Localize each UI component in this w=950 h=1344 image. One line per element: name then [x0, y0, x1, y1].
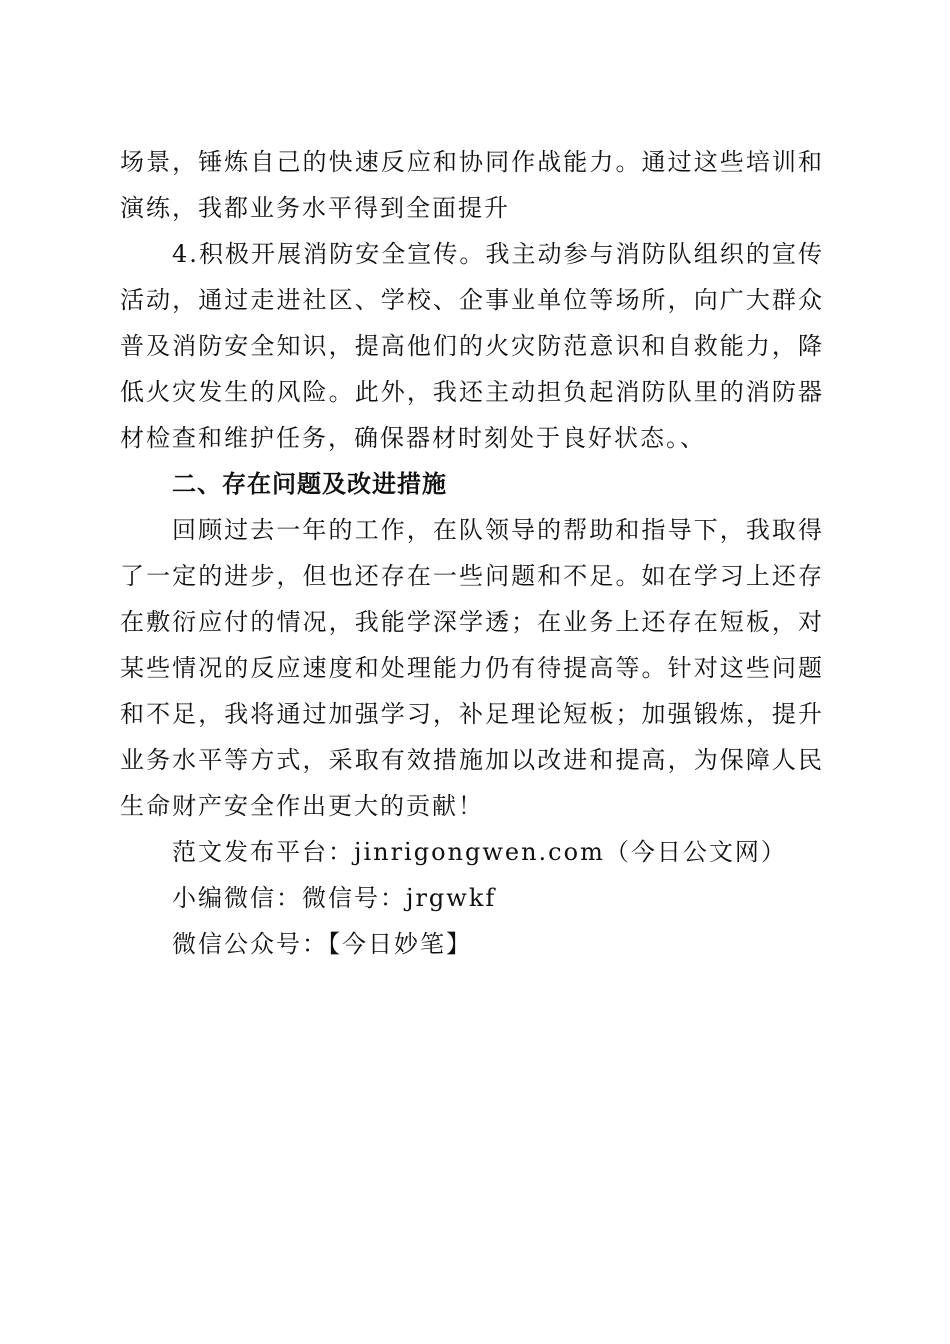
paragraph-continuation: 场景，锤炼自己的快速反应和协同作战能力。通过这些培训和演练，我都业务水平得到全面提升	[120, 148, 824, 222]
section-heading: 二、存在问题及改进措施	[172, 470, 447, 498]
paragraph-review: 回顾过去一年的工作，在队领导的帮助和指导下，我取得了一定的进步，但也还存在一些问题和不足。如在学习上还存在敷衍应付的情况，我能学深学透；在业务上还存在短板，对某些情况的反应速度和处理能力仍有待提高等。针对这些问题和不足，我将通过加强学习，补足理论短板；加强锻炼，提升业务水平等方式，采取有效措施加以改进和提高，为保障人民生命财产安全作出更大的贡献！	[120, 516, 824, 820]
footer-wechat: 小编微信：微信号：jrgwkf	[172, 884, 497, 912]
paragraph-item-4: 4.积极开展消防安全宣传。我主动参与消防队组织的宣传活动，通过走进社区、学校、企事业单位等场所，向广大群众普及消防安全知识，提高他们的火灾防范意识和自救能力，降低火灾发生的风险。此外，我还主动担负起消防队里的消防器材检查和维护任务，确保器材时刻处于良好状态。、	[120, 240, 824, 452]
footer-platform: 范文发布平台：jinrigongwen.com（今日公文网）	[172, 838, 787, 866]
document-body	[120, 139, 824, 967]
footer-official-account: 微信公众号：【今日妙笔】	[172, 930, 472, 958]
